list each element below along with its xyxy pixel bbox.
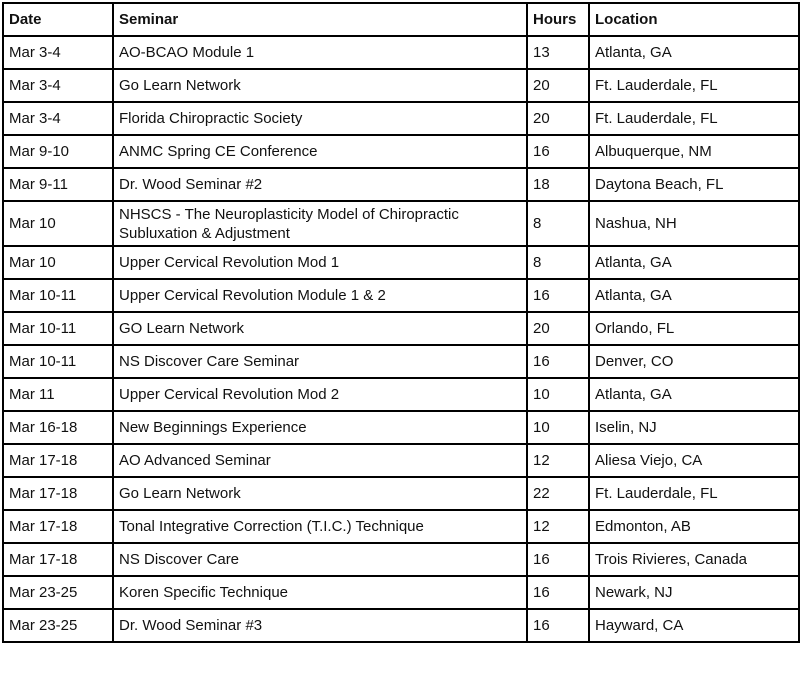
seminar-cell: Go Learn Network bbox=[113, 477, 527, 510]
hours-cell: 10 bbox=[527, 411, 589, 444]
seminar-cell: Dr. Wood Seminar #2 bbox=[113, 168, 527, 201]
seminar-cell: AO-BCAO Module 1 bbox=[113, 36, 527, 69]
table-row bbox=[3, 102, 799, 135]
table-row bbox=[3, 378, 799, 411]
table-row bbox=[3, 168, 799, 201]
seminar-cell: Upper Cervical Revolution Mod 1 bbox=[113, 246, 527, 279]
date-cell: Mar 10 bbox=[3, 246, 113, 279]
location-cell: Iselin, NJ bbox=[589, 411, 799, 444]
location-cell: Ft. Lauderdale, FL bbox=[589, 477, 799, 510]
date-cell: Mar 17-18 bbox=[3, 477, 113, 510]
date-cell: Mar 10-11 bbox=[3, 345, 113, 378]
hours-cell: 16 bbox=[527, 543, 589, 576]
hours-cell: 12 bbox=[527, 510, 589, 543]
hours-cell: 16 bbox=[527, 345, 589, 378]
date-cell: Mar 10 bbox=[3, 201, 113, 246]
seminar-cell: Dr. Wood Seminar #3 bbox=[113, 609, 527, 642]
location-cell: Ft. Lauderdale, FL bbox=[589, 69, 799, 102]
location-cell: Atlanta, GA bbox=[589, 246, 799, 279]
hours-cell: 20 bbox=[527, 312, 589, 345]
date-cell: Mar 10-11 bbox=[3, 279, 113, 312]
hours-cell: 16 bbox=[527, 576, 589, 609]
seminar-cell: GO Learn Network bbox=[113, 312, 527, 345]
seminar-cell: NHSCS - The Neuroplasticity Model of Chiropractic Subluxation & Adjustment bbox=[113, 201, 527, 246]
seminar-cell: Upper Cervical Revolution Module 1 & 2 bbox=[113, 279, 527, 312]
hours-cell: 20 bbox=[527, 102, 589, 135]
location-cell: Aliesa Viejo, CA bbox=[589, 444, 799, 477]
hours-cell: 16 bbox=[527, 135, 589, 168]
hours-cell: 16 bbox=[527, 279, 589, 312]
date-cell: Mar 11 bbox=[3, 378, 113, 411]
seminar-cell: AO Advanced Seminar bbox=[113, 444, 527, 477]
header-row bbox=[3, 3, 799, 36]
table-row bbox=[3, 201, 799, 246]
location-cell: Ft. Lauderdale, FL bbox=[589, 102, 799, 135]
location-cell: Edmonton, AB bbox=[589, 510, 799, 543]
hours-cell: 18 bbox=[527, 168, 589, 201]
seminar-cell: Go Learn Network bbox=[113, 69, 527, 102]
seminar-cell: NS Discover Care bbox=[113, 543, 527, 576]
table-row bbox=[3, 279, 799, 312]
hours-cell: 8 bbox=[527, 201, 589, 246]
date-cell: Mar 3-4 bbox=[3, 36, 113, 69]
location-cell: Newark, NJ bbox=[589, 576, 799, 609]
date-cell: Mar 17-18 bbox=[3, 543, 113, 576]
table-row bbox=[3, 576, 799, 609]
location-column-header: Location bbox=[589, 3, 799, 36]
seminar-schedule-table bbox=[2, 2, 800, 643]
table-row bbox=[3, 312, 799, 345]
table-row bbox=[3, 69, 799, 102]
date-cell: Mar 17-18 bbox=[3, 444, 113, 477]
hours-cell: 22 bbox=[527, 477, 589, 510]
date-cell: Mar 10-11 bbox=[3, 312, 113, 345]
location-cell: Nashua, NH bbox=[589, 201, 799, 246]
location-cell: Orlando, FL bbox=[589, 312, 799, 345]
seminar-cell: ANMC Spring CE Conference bbox=[113, 135, 527, 168]
date-cell: Mar 16-18 bbox=[3, 411, 113, 444]
date-cell: Mar 17-18 bbox=[3, 510, 113, 543]
date-cell: Mar 23-25 bbox=[3, 576, 113, 609]
table-row bbox=[3, 36, 799, 69]
hours-cell: 8 bbox=[527, 246, 589, 279]
location-cell: Atlanta, GA bbox=[589, 279, 799, 312]
location-cell: Atlanta, GA bbox=[589, 36, 799, 69]
hours-cell: 13 bbox=[527, 36, 589, 69]
date-cell: Mar 23-25 bbox=[3, 609, 113, 642]
table-row bbox=[3, 477, 799, 510]
location-cell: Hayward, CA bbox=[589, 609, 799, 642]
date-cell: Mar 3-4 bbox=[3, 102, 113, 135]
table-row bbox=[3, 345, 799, 378]
seminar-cell: Florida Chiropractic Society bbox=[113, 102, 527, 135]
hours-cell: 20 bbox=[527, 69, 589, 102]
hours-column-header: Hours bbox=[527, 3, 589, 36]
table-row bbox=[3, 135, 799, 168]
table-row bbox=[3, 609, 799, 642]
table-row bbox=[3, 246, 799, 279]
table-row bbox=[3, 510, 799, 543]
seminar-cell: NS Discover Care Seminar bbox=[113, 345, 527, 378]
hours-cell: 12 bbox=[527, 444, 589, 477]
location-cell: Atlanta, GA bbox=[589, 378, 799, 411]
date-column-header: Date bbox=[3, 3, 113, 36]
seminar-column-header: Seminar bbox=[113, 3, 527, 36]
table-row bbox=[3, 444, 799, 477]
location-cell: Trois Rivieres, Canada bbox=[589, 543, 799, 576]
hours-cell: 10 bbox=[527, 378, 589, 411]
seminar-cell: Upper Cervical Revolution Mod 2 bbox=[113, 378, 527, 411]
date-cell: Mar 9-11 bbox=[3, 168, 113, 201]
seminar-cell: Tonal Integrative Correction (T.I.C.) Technique bbox=[113, 510, 527, 543]
seminar-cell: New Beginnings Experience bbox=[113, 411, 527, 444]
seminar-cell: Koren Specific Technique bbox=[113, 576, 527, 609]
location-cell: Daytona Beach, FL bbox=[589, 168, 799, 201]
hours-cell: 16 bbox=[527, 609, 589, 642]
location-cell: Albuquerque, NM bbox=[589, 135, 799, 168]
date-cell: Mar 9-10 bbox=[3, 135, 113, 168]
table-row bbox=[3, 411, 799, 444]
location-cell: Denver, CO bbox=[589, 345, 799, 378]
table-row bbox=[3, 543, 799, 576]
date-cell: Mar 3-4 bbox=[3, 69, 113, 102]
